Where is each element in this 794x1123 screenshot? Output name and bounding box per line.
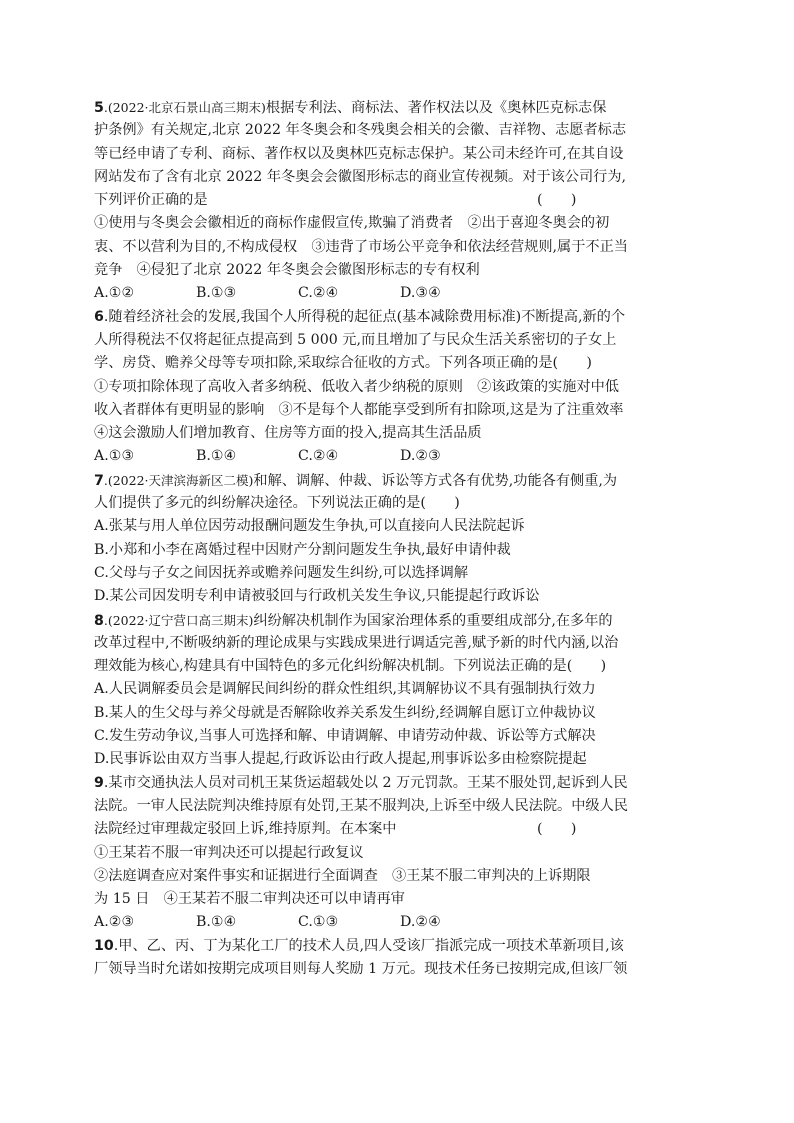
question-text: 厂领导当时允诺如按期完成项目则每人奖励 1 万元。现技术任务已按期完成,但该厂领 xyxy=(94,960,628,977)
question-number: 9 xyxy=(94,774,104,791)
statement: 竞争 ④侵犯了北京 2022 年冬奥会会徽图形标志的专有权利 xyxy=(94,262,480,279)
option-d: D.某公司因发明专利申请被驳回与行政机关发生争议,只能提起行政诉讼 xyxy=(94,588,540,605)
option-d: D.②④ xyxy=(400,914,441,931)
question-number: 7 xyxy=(94,472,104,489)
statement: ①使用与冬奥会会徽相近的商标作虚假宣传,欺骗了消费者 ②出于喜迎冬奥会的初 xyxy=(94,215,610,232)
option-b: B.某人的生父母与养父母就是否解除收养关系发生纠纷,经调解自愿订立仲裁协议 xyxy=(94,704,596,721)
statement: ④这会激励人们增加教育、住房等方面的投入,提高其生活品质 xyxy=(94,425,482,442)
question-number: 5 xyxy=(94,100,104,116)
statement: ①王某若不服一审判决还可以提起行政复议 xyxy=(94,844,364,861)
question-source: .(2022·北京石景山高三期末) xyxy=(103,100,266,115)
question-text: 理效能为核心,构建具有中国特色的多元化纠纷解决机制。下列说法正确的是( ) xyxy=(94,658,607,675)
answer-blank: ( ) xyxy=(537,821,577,838)
question-text: 网站发布了含有北京 2022 年冬奥会会徽图形标志的商业宣传视频。对于该公司行为, xyxy=(94,168,627,185)
option-b: B.①④ xyxy=(196,448,237,465)
question-source: .(2022·天津滨海新区二模) xyxy=(103,472,254,488)
option-c: C.父母与子女之间因抚养或赡养问题发生纠纷,可以选择调解 xyxy=(94,564,469,581)
question-text: 下列评价正确的是 xyxy=(94,192,208,209)
option-c: C.发生劳动争议,当事人可选择和解、申请调解、申请劳动仲裁、诉讼等方式解决 xyxy=(94,728,596,745)
question-text: 根据专利法、商标法、著作权法以及《奥林匹克标志保 xyxy=(265,100,607,116)
option-c: C.②④ xyxy=(298,448,339,465)
option-a: A.②③ xyxy=(94,914,135,931)
question-text: 和解、调解、仲裁、诉讼等方式各有优势,功能各有侧重,为 xyxy=(253,472,618,489)
question-text: 护条例》有关规定,北京 2022 年冬奥会和冬残奥会相关的会徽、吉祥物、志愿者标志 xyxy=(94,122,627,139)
question-number: 10 xyxy=(94,937,114,954)
question-8 xyxy=(94,609,704,772)
option-d: D.③④ xyxy=(400,285,441,302)
statement: ②法庭调查应对案件事实和证据进行全面调查 ③王某不服二审判决的上诉期限 xyxy=(94,867,591,884)
option-a: A.张某与用人单位因劳动报酬问题发生争执,可以直接向人民法院起诉 xyxy=(94,518,525,535)
question-number: 6 xyxy=(94,308,104,325)
statement: 为 15 日 ④王某若不服二审判决还可以申请再审 xyxy=(94,891,405,908)
question-5 xyxy=(94,96,704,306)
answer-options xyxy=(94,282,704,305)
question-9 xyxy=(94,772,704,935)
statement: 衷、不以营利为目的,不构成侵权 ③违背了市场公平竞争和依法经营规则,属于不正当 xyxy=(94,238,628,255)
statement: ①专项扣除体现了高收入者多纳税、低收入者少纳税的原则 ②该政策的实施对中低 xyxy=(94,378,619,395)
option-c: C.②④ xyxy=(298,285,339,302)
question-6 xyxy=(94,306,704,469)
option-b: B.①③ xyxy=(196,285,237,302)
question-source: .(2022·辽宁营口高三期末) xyxy=(103,612,254,628)
option-a: A.①② xyxy=(94,285,135,302)
option-b: B.①④ xyxy=(196,914,237,931)
question-number: 8 xyxy=(94,612,104,629)
option-a: A.人民调解委员会是调解民间纠纷的群众性组织,其调解协议不具有强制执行效力 xyxy=(94,681,596,698)
question-text: .随着经济社会的发展,我国个人所得税的起征点(基本减除费用标准)不断提高,新的个 xyxy=(103,308,626,325)
answer-blank: ( ) xyxy=(537,192,577,209)
question-text: 法院。一审人民法院判决维持原有处罚,王某不服判决,上诉至中级人民法院。中级人民 xyxy=(94,797,628,814)
question-10 xyxy=(94,935,704,982)
question-text: 纠纷解决机制作为国家治理体系的重要组成部分,在多年的 xyxy=(253,612,613,629)
option-d: D.民事诉讼由双方当事人提起,行政诉讼由行政人提起,刑事诉讼多由检察院提起 xyxy=(94,751,587,768)
question-text: 改革过程中,不断吸纳新的理论成果与实践成果进行调适完善,赋予新的时代内涵,以治 xyxy=(94,634,619,651)
question-text: 等已经申请了专利、商标、著作权以及奥林匹克标志保护。某公司未经许可,在其自设 xyxy=(94,145,624,162)
answer-options xyxy=(94,911,704,934)
question-text: 人们提供了多元的纠纷解决途径。下列说法正确的是( ) xyxy=(94,495,460,512)
option-c: C.①③ xyxy=(298,914,339,931)
statement: 收入者群体有更明显的影响 ③不是每个人都能享受到所有扣除项,这是为了注重效率 xyxy=(94,401,624,418)
question-text: 学、房贷、赡养父母等专项扣除,采取综合征收的方式。下列各项正确的是( ) xyxy=(94,355,592,372)
question-text: 人所得税法不仅将起征点提高到 5 000 元,而且增加了与民众生活关系密切的子女上 xyxy=(94,331,617,348)
question-7 xyxy=(94,469,704,609)
question-text: .某市交通执法人员对司机王某货运超载处以 2 万元罚款。王某不服处罚,起诉到人民 xyxy=(103,774,628,791)
question-text: .甲、乙、丙、丁为某化工厂的技术人员,四人受该厂指派完成一项技术革新项目,该 xyxy=(113,937,624,954)
question-text: 法院经过审理裁定驳回上诉,维持原判。在本案中 xyxy=(94,821,397,838)
document-page xyxy=(94,96,704,981)
option-d: D.②③ xyxy=(400,448,441,465)
option-b: B.小郑和小李在离婚过程中因财产分割问题发生争执,最好申请仲裁 xyxy=(94,541,511,558)
option-a: A.①③ xyxy=(94,448,135,465)
answer-options xyxy=(94,445,704,468)
